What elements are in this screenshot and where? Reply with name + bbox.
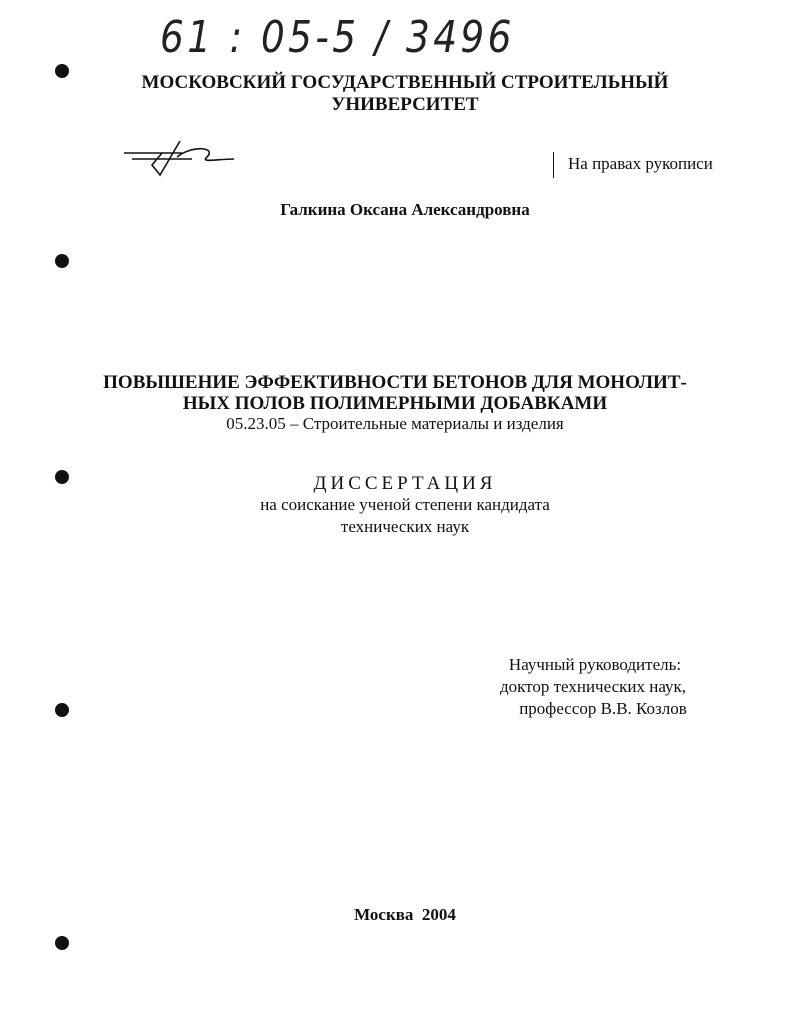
degree-line2: технических наук	[340, 517, 470, 536]
margin-line	[553, 152, 554, 178]
degree-line1: на соискание ученой степени кандидата	[260, 495, 550, 514]
punch-hole-mark	[55, 936, 69, 950]
punch-hole-mark	[55, 703, 69, 717]
author-name: Галкина Оксана Александровна	[280, 200, 530, 219]
supervisor-label: Научный руководитель:	[508, 655, 682, 674]
city-year: Москва 2004	[354, 905, 456, 924]
thesis-title-line1: ПОВЫШЕНИЕ ЭФФЕКТИВНОСТИ БЕТОНОВ ДЛЯ МОНОЛИТ-	[103, 372, 687, 393]
work-type: ДИССЕРТАЦИЯ	[313, 473, 497, 494]
specialty-code: 05.23.05 – Строительные материалы и изделия	[226, 414, 564, 433]
university-name-line1: МОСКОВСКИЙ ГОСУДАРСТВЕННЫЙ СТРОИТЕЛЬНЫЙ	[141, 72, 669, 93]
signature	[122, 135, 237, 180]
supervisor-name: профессор В.В. Козлов	[519, 699, 687, 718]
thesis-title-line2: НЫХ ПОЛОВ ПОЛИМЕРНЫМИ ДОБАВКАМИ	[182, 393, 608, 414]
handwritten-archive-number: 61 : 05-5 / 3496	[160, 12, 515, 63]
university-name-line2: УНИВЕРСИТЕТ	[331, 94, 479, 115]
punch-hole-mark	[55, 254, 69, 268]
supervisor-degree: доктор технических наук,	[499, 677, 687, 696]
rights-note: На правах рукописи	[568, 154, 713, 173]
